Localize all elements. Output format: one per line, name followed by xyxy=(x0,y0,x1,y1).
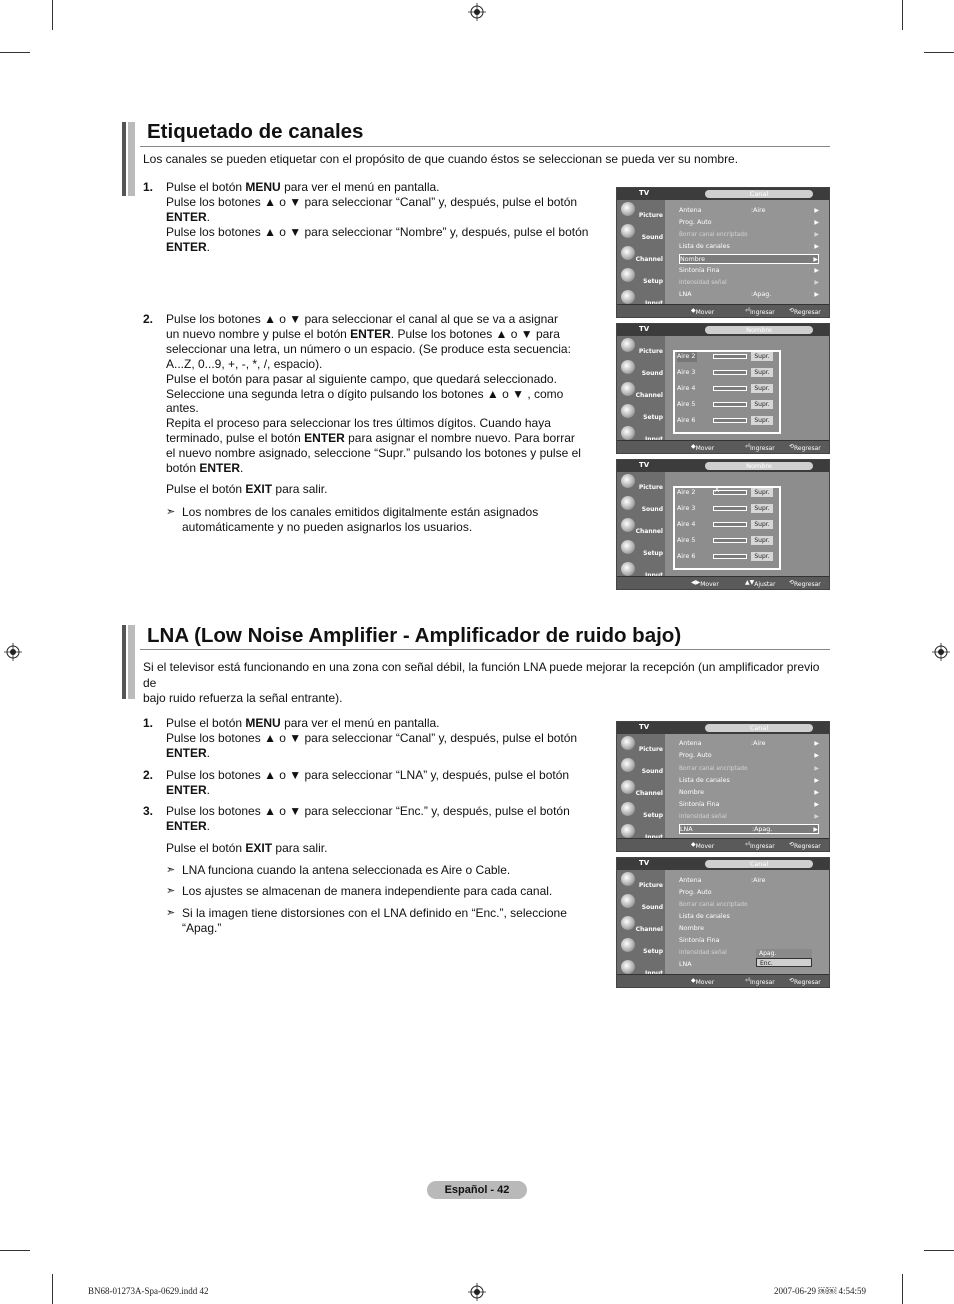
osd-menu-title: Nombre xyxy=(746,326,772,334)
osd-tv-label: TV xyxy=(639,723,650,731)
section-rule xyxy=(140,146,830,147)
osd-name-row: Aire 2 A Supr. xyxy=(677,488,777,498)
registration-mark-icon xyxy=(468,1283,486,1301)
osd-footer: ◆ Mover ⏎ Ingresar ⟲ Regresar xyxy=(617,974,829,987)
osd-menu-row: Sintonía Fina xyxy=(679,937,720,944)
channel-icon xyxy=(621,916,635,930)
note: ➣ LNA funciona cuando la antena seleccionada es Aire o Cable. xyxy=(166,863,511,877)
osd-menu-row: Intensidad señal ▶ xyxy=(679,279,819,286)
osd-menu-row-selected: LNA :Apag. ▶ xyxy=(680,826,818,833)
note-arrow-icon: ➣ xyxy=(166,885,176,897)
note-arrow-icon: ➣ xyxy=(166,864,176,876)
osd-footer: ◀▶ Mover ▲▼ Ajustar ⟲ Regresar xyxy=(617,576,829,589)
exit-instruction: Pulse el botón EXIT para salir. xyxy=(166,841,328,855)
picture-icon xyxy=(621,474,635,488)
note-arrow-icon: ➣ xyxy=(166,506,176,518)
setup-icon xyxy=(621,268,635,282)
osd-footer: ◆ Mover ⏎ Ingresar ⟲ Regresar xyxy=(617,838,829,851)
osd-canal-menu-lna xyxy=(616,721,830,852)
channel-icon xyxy=(621,780,635,794)
crop-mark xyxy=(0,52,30,53)
sound-icon xyxy=(621,360,635,374)
note-arrow-icon: ➣ xyxy=(166,907,176,919)
setup-icon xyxy=(621,802,635,816)
osd-sidebar: Picture Sound Channel Setup xyxy=(617,472,665,579)
osd-sidebar: Picture Sound Channel Setup xyxy=(617,200,665,307)
date-slug: 2007-06-29 ￼￼ 4:54:59 xyxy=(774,1286,866,1296)
step-text: Pulse los botones ▲ o ▼ para seleccionar el canal al que se va a asignar un nuevo nombre y pulse el botón ENTER. Pulse los botones ▲ o ▼ para seleccionar una letra, un número o un espacio. (Se produce esta secuencia: A...Z, 0...9, +, -, *, /, espacio). Pulse el botón para pasar al siguiente campo, que quedará seleccionado. Seleccione una segunda letra o dígito pulsando los botones ▲ o ▼ , como antes. Repita el proceso para seleccionar los tres últimos dígitos. Cuando haya terminado, pulse el botón ENTER para asignar el nombre nuevo. Para borrar el nuevo nombre asignado, seleccione “Supr.” pulsando los botones y pulse el botón ENTER. xyxy=(166,312,581,476)
section-title: LNA (Low Noise Amplifier - Amplificador de ruido bajo) xyxy=(147,624,682,647)
crop-mark xyxy=(924,1250,954,1251)
step-number: 2. xyxy=(143,768,154,782)
note: ➣ Los nombres de los canales emitidos digitalmente están asignados automáticamente y no pueden asignarlos los usuarios. xyxy=(166,505,539,534)
osd-menu-row: Borrar canal encriptado ▶ xyxy=(679,231,819,238)
section-title: Etiquetado de canales xyxy=(147,120,364,143)
osd-menu-row: Sintonía Fina ▶ xyxy=(679,267,819,274)
step-number: 1. xyxy=(143,716,154,730)
osd-name-row: Aire 6 Supr. xyxy=(677,552,777,562)
osd-menu-row: Prog. Auto xyxy=(679,889,712,896)
crop-mark xyxy=(52,1274,53,1304)
section-bar xyxy=(122,625,136,699)
osd-menu-row-selected: Nombre ▶ xyxy=(680,256,818,263)
osd-tv-label: TV xyxy=(639,189,650,197)
step-text: Pulse los botones ▲ o ▼ para seleccionar “Enc.” y, después, pulse el botón ENTER. xyxy=(166,804,570,833)
sound-icon xyxy=(621,894,635,908)
osd-nombre-menu xyxy=(616,323,830,454)
osd-footer: ◆ Mover ⏎ Ingresar ⟲ Regresar xyxy=(617,304,829,317)
osd-name-row: Aire 5 Supr. xyxy=(677,400,777,410)
osd-menu-row: Lista de canales xyxy=(679,913,730,920)
file-slug: BN68-01273A-Spa-0629.indd 42 xyxy=(88,1286,209,1296)
sound-icon xyxy=(621,758,635,772)
input-icon xyxy=(621,290,635,304)
osd-name-row: Aire 2 Supr. xyxy=(677,352,777,362)
osd-menu-row: Borrar canal encriptado ▶ xyxy=(679,765,819,772)
osd-name-row: Aire 5 Supr. xyxy=(677,536,777,546)
osd-menu-row: Prog. Auto ▶ xyxy=(679,219,819,226)
osd-name-row: Aire 3 Supr. xyxy=(677,368,777,378)
step-number: 2. xyxy=(143,312,154,326)
crop-mark xyxy=(902,0,903,30)
picture-icon xyxy=(621,872,635,886)
osd-menu-title: Canal xyxy=(749,190,769,198)
page-number: Español - 42 xyxy=(427,1181,527,1199)
osd-menu-row: Antena :Aire xyxy=(679,877,766,884)
osd-menu-title: Canal xyxy=(749,860,769,868)
step-text: Pulse el botón MENU para ver el menú en pantalla. Pulse los botones ▲ o ▼ para seleccionar “Canal” y, después, pulse el botón ENTER. xyxy=(166,716,578,760)
input-icon xyxy=(621,824,635,838)
osd-menu-row: Intensidad señal ▶ xyxy=(679,813,819,820)
osd-canal-menu xyxy=(616,187,830,318)
osd-menu-title: Canal xyxy=(749,724,769,732)
input-icon xyxy=(621,960,635,974)
sound-icon xyxy=(621,496,635,510)
setup-icon xyxy=(621,540,635,554)
step-text: Pulse el botón MENU para ver el menú en pantalla. Pulse los botones ▲ o ▼ para seleccionar “Canal” y, después, pulse el botón ENTER. Pulse los botones ▲ o ▼ para seleccionar “Nombre” y, después, pulse el botón ENTER. xyxy=(166,180,589,254)
crop-mark xyxy=(0,1250,30,1251)
note: ➣ Si la imagen tiene distorsiones con el LNA definido en “Enc.”, seleccione “Apag.” xyxy=(166,906,567,935)
channel-icon xyxy=(621,382,635,396)
osd-sidebar: Picture Sound Channel Setup xyxy=(617,336,665,443)
osd-footer: ◆ Mover ⏎ Ingresar ⟲ Regresar xyxy=(617,440,829,453)
osd-nombre-edit xyxy=(616,459,830,590)
osd-tv-label: TV xyxy=(639,859,650,867)
picture-icon xyxy=(621,338,635,352)
exit-instruction: Pulse el botón EXIT para salir. xyxy=(166,482,328,496)
osd-option-enc: Enc. xyxy=(756,958,812,967)
input-icon xyxy=(621,562,635,576)
osd-sidebar: Picture Sound Channel Setup xyxy=(617,734,665,841)
osd-menu-row: Nombre ▶ xyxy=(679,789,819,796)
crop-mark xyxy=(902,1274,903,1304)
osd-name-row: Aire 6 Supr. xyxy=(677,416,777,426)
osd-canal-menu-lna-popup xyxy=(616,857,830,988)
osd-menu-row: LNA xyxy=(679,961,692,968)
section-intro: Los canales se pueden etiquetar con el propósito de que cuando éstos se seleccionan se pueda ver su nombre. xyxy=(143,152,739,166)
osd-option-apag: Apag. xyxy=(756,949,812,958)
sound-icon xyxy=(621,224,635,238)
osd-menu-row: LNA :Apag. ▶ xyxy=(679,291,819,298)
osd-menu-row: Lista de canales ▶ xyxy=(679,777,819,784)
step-text: Pulse los botones ▲ o ▼ para seleccionar “LNA” y, después, pulse el botón ENTER. xyxy=(166,768,570,797)
osd-menu-row: Antena :Aire ▶ xyxy=(679,740,819,747)
section-rule xyxy=(140,649,830,650)
crop-mark xyxy=(52,0,53,30)
osd-menu-row: Nombre xyxy=(679,925,705,932)
osd-menu-row: Prog. Auto ▶ xyxy=(679,752,819,759)
osd-name-row: Aire 4 Supr. xyxy=(677,520,777,530)
setup-icon xyxy=(621,938,635,952)
step-number: 3. xyxy=(143,804,154,818)
section-bar xyxy=(122,122,136,196)
osd-name-row: Aire 4 Supr. xyxy=(677,384,777,394)
osd-tv-label: TV xyxy=(639,461,650,469)
osd-menu-row: Antena :Aire ▶ xyxy=(679,207,819,214)
channel-icon xyxy=(621,518,635,532)
registration-mark-icon xyxy=(468,3,486,21)
registration-mark-icon xyxy=(4,643,22,661)
input-icon xyxy=(621,426,635,440)
osd-name-row: Aire 3 Supr. xyxy=(677,504,777,514)
osd-menu-row: Lista de canales ▶ xyxy=(679,243,819,250)
section-intro: Si el televisor está funcionando en una zona con señal débil, la función LNA puede mejorar la recepción (un amplificador previo de bajo ruido refuerza la señal entrante). xyxy=(143,660,820,705)
crop-mark xyxy=(924,52,954,53)
osd-menu-row: Borrar canal encriptado xyxy=(679,902,748,908)
channel-icon xyxy=(621,246,635,260)
osd-name-char: A xyxy=(715,487,720,494)
osd-menu-title: Nombre xyxy=(746,462,772,470)
note: ➣ Los ajustes se almacenan de manera independiente para cada canal. xyxy=(166,884,553,898)
registration-mark-icon xyxy=(932,643,950,661)
step-number: 1. xyxy=(143,180,154,194)
picture-icon xyxy=(621,736,635,750)
osd-menu-row: Sintonía Fina ▶ xyxy=(679,801,819,808)
osd-lna-popup xyxy=(756,949,812,968)
osd-menu-row: Intensidad señal xyxy=(679,950,727,956)
picture-icon xyxy=(621,202,635,216)
osd-sidebar: Picture Sound Channel Setup xyxy=(617,870,665,977)
setup-icon xyxy=(621,404,635,418)
osd-tv-label: TV xyxy=(639,325,650,333)
